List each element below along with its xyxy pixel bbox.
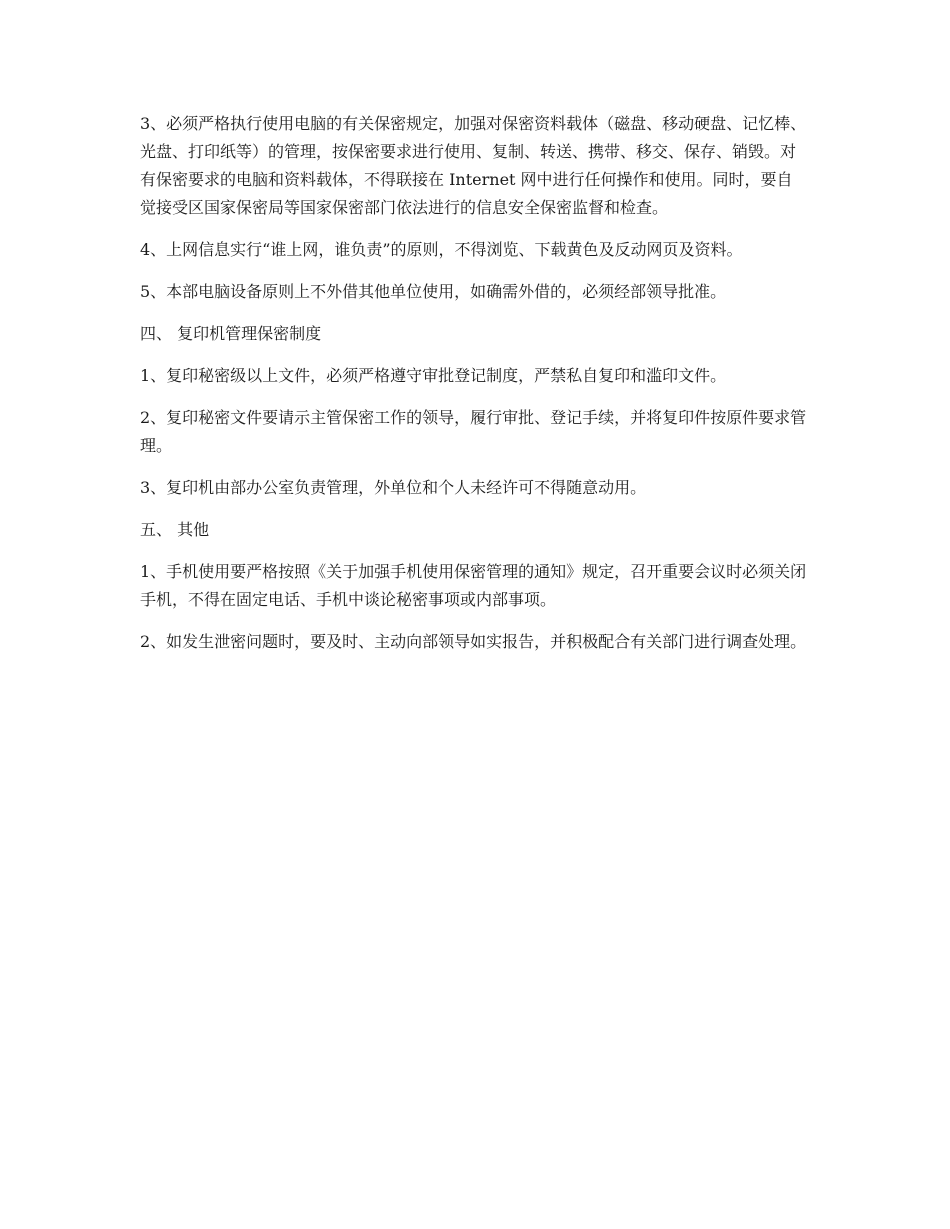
document-body xyxy=(140,110,808,670)
paragraph-copier-rule-1: 1、复印秘密级以上文件，必须严格遵守审批登记制度，严禁私自复印和滥印文件。 xyxy=(140,366,727,385)
paragraph-computer-rule-3: 3、必须严格执行使用电脑的有关保密规定，加强对保密资料载体（磁盘、移动硬盘、记忆棒、光盘、打印纸等）的管理，按保密要求进行使用、复制、转送、携带、移交、保存、销毁。对有保密要求的电脑和资料载体，不得联接在 Internet 网中进行任何操作和使用。同时，要自觉接受区国家保密局等国家保密部门依法进行的信息安全保密监督和检查。 xyxy=(140,114,807,217)
paragraph-copier-rule-2: 2、复印秘密文件要请示主管保密工作的领导，履行审批、登记手续，并将复印件按原件要求管理。 xyxy=(140,408,807,455)
paragraph-other-rule-1: 1、手机使用要严格按照《关于加强手机使用保密管理的通知》规定，召开重要会议时必须关闭手机，不得在固定电话、手机中谈论秘密事项或内部事项。 xyxy=(140,562,807,609)
section-heading-copier: 四、 复印机管理保密制度 xyxy=(140,324,322,343)
paragraph-computer-rule-4: 4、上网信息实行“谁上网，谁负责”的原则，不得浏览、下载黄色及反动网页及资料。 xyxy=(140,240,743,259)
section-heading-other: 五、 其他 xyxy=(140,520,210,539)
paragraph-copier-rule-3: 3、复印机由部办公室负责管理，外单位和个人未经许可不得随意动用。 xyxy=(140,478,647,497)
paragraph-other-rule-2: 2、如发生泄密问题时，要及时、主动向部领导如实报告，并积极配合有关部门进行调查处理。 xyxy=(140,632,807,651)
paragraph-computer-rule-5: 5、本部电脑设备原则上不外借其他单位使用，如确需外借的，必须经部领导批准。 xyxy=(140,282,727,301)
